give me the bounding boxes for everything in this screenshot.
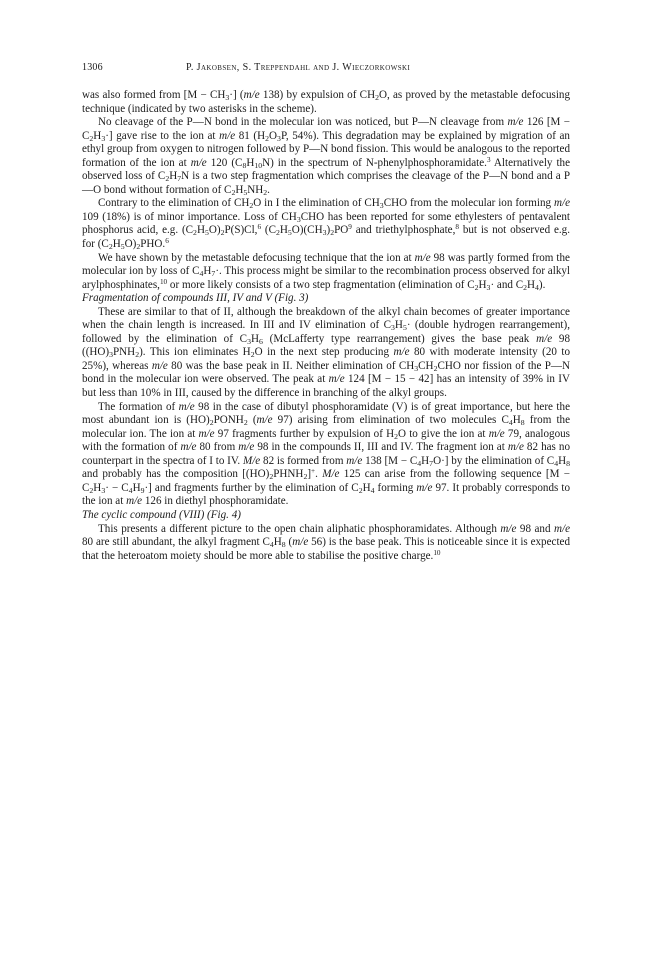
paragraph: We have shown by the metastable defocusing technique that the ion at m/e 98 was partly formed from the molecular ion by loss of $C_4H_7\cdot$. This process might be similar to the recombination process observed for alkyl arylphosphinates,$^{10}$ or more likely consists of a two step fragmentation (elimination of $C_2H_3\cdot$ and $C_2H_4$). bbox=[82, 251, 570, 292]
running-head bbox=[82, 62, 570, 80]
journal-page bbox=[82, 62, 570, 563]
section-heading-cyclic-compound: The cyclic compound (VIII) (Fig. 4) bbox=[82, 508, 241, 521]
paragraph: No cleavage of the P—N bond in the molecular ion was noticed, but P—N cleavage from m/e 126 $[M - C_2H_3\cdot]$ gave rise to the ion at m/e 81 ($H_2O_3P$, 54%). This degradation may be explained by migration of an ethyl group from oxygen to nitrogen followed by P—N bond fission. This would be analogous to the reported formation of the ion at m/e 120 $(C_8H_{10}N)$ in the spectrum of N-phenylphosphoramidate.$^3$ Alternatively the observed loss of $C_2H_7N$ is a two step fragmentation which comprises the cleavage of the P—N bond and a P—O bond without formation of $C_2H_5NH_2$. bbox=[82, 116, 570, 197]
paragraph: The formation of m/e 98 in the case of dibutyl phosphoramidate (V) is of great importance, but here the most abundant ion is $(HO)_2PONH_2$ (m/e 97) arising from elimination of two molecules $C_4H_8$ from the molecular ion. The ion at m/e 97 fragments further by expulsion of $H_2O$ to give the ion at m/e 79, analogous with the formation of m/e 80 from m/e 98 in the compounds II, III and IV. The fragment ion at m/e 82 has no counterpart in the spectra of I to IV. M/e 82 is formed from m/e 138 $[M - C_4H_7O\cdot]$ by the elimination of $C_4H_8$ and probably has the composition $[(HO)_2PHNH_2]^+$. M/e 125 can arise from the following sequence $[M - C_2H_3\cdot - C_4H_9\cdot]$ and fragments further by the elimination of $C_2H_4$ forming m/e 97. It probably corresponds to the ion at m/e 126 in diethyl phosphoramidate. bbox=[82, 400, 571, 508]
section-heading-fragmentation: Fragmentation of compounds III, IV and V (Fig. 3) bbox=[82, 292, 309, 305]
article-body bbox=[82, 89, 570, 563]
paragraph: was also formed from $[M - CH_3\cdot]$ (m/e 138) by expulsion of $CH_2O$, as proved by the metastable defocusing technique (indicated by two asterisks in the scheme). bbox=[82, 89, 571, 115]
paragraph: Contrary to the elimination of $CH_2O$ in I the elimination of $CH_3CHO$ from the molecular ion forming m/e 109 (18%) is of minor importance. Loss of $CH_3CHO$ has been reported for some ethylesters of pentavalent phosphorus acid, e.g. $(C_2H_5O)_2P(S)Cl,^6$ $(C_2H_5O)(CH_3)_2PO^9$ and triethylphosphate,$^8$ but is not observed e.g. for $(C_2H_5O)_2PHO.^6$ bbox=[82, 197, 570, 252]
paragraph: These are similar to that of II, although the breakdown of the alkyl chain becomes of greater importance when the chain length is increased. In III and IV elimination of $C_3H_5\cdot$ (double hydrogen rearrangement), followed by the elimination of $C_3H_6$ (McLafferty type rearrangement) gives the base peak m/e 98 $((HO)_3PNH_2)$. This ion eliminates $H_2O$ in the next step producing m/e 80 with moderate intensity (20 to 25%), whereas m/e 80 was the base peak in II. Neither elimination of $CH_3CH_2CHO$ nor fission of the P—N bond in the molecular ion were observed. The peak at m/e 124 [M − 15 − 42] has an intensity of 39% in IV but less than 10% in III, caused by the difference in branching of the alkyl groups. bbox=[82, 305, 570, 400]
page-number: 1306 bbox=[82, 62, 103, 73]
paragraph: This presents a different picture to the open chain aliphatic phosphoramidates. Although m/e 98 and m/e 80 are still abundant, the alkyl fragment $C_4H_8$ (m/e 56) is the base peak. This is noticeable since it is expected that the heteroatom moiety should be more able to stabilise the positive charge.$^{10}$ bbox=[82, 522, 571, 562]
running-head-authors: P. Jakobsen, S. Treppendahl and J. Wieczorkowski bbox=[186, 62, 411, 73]
